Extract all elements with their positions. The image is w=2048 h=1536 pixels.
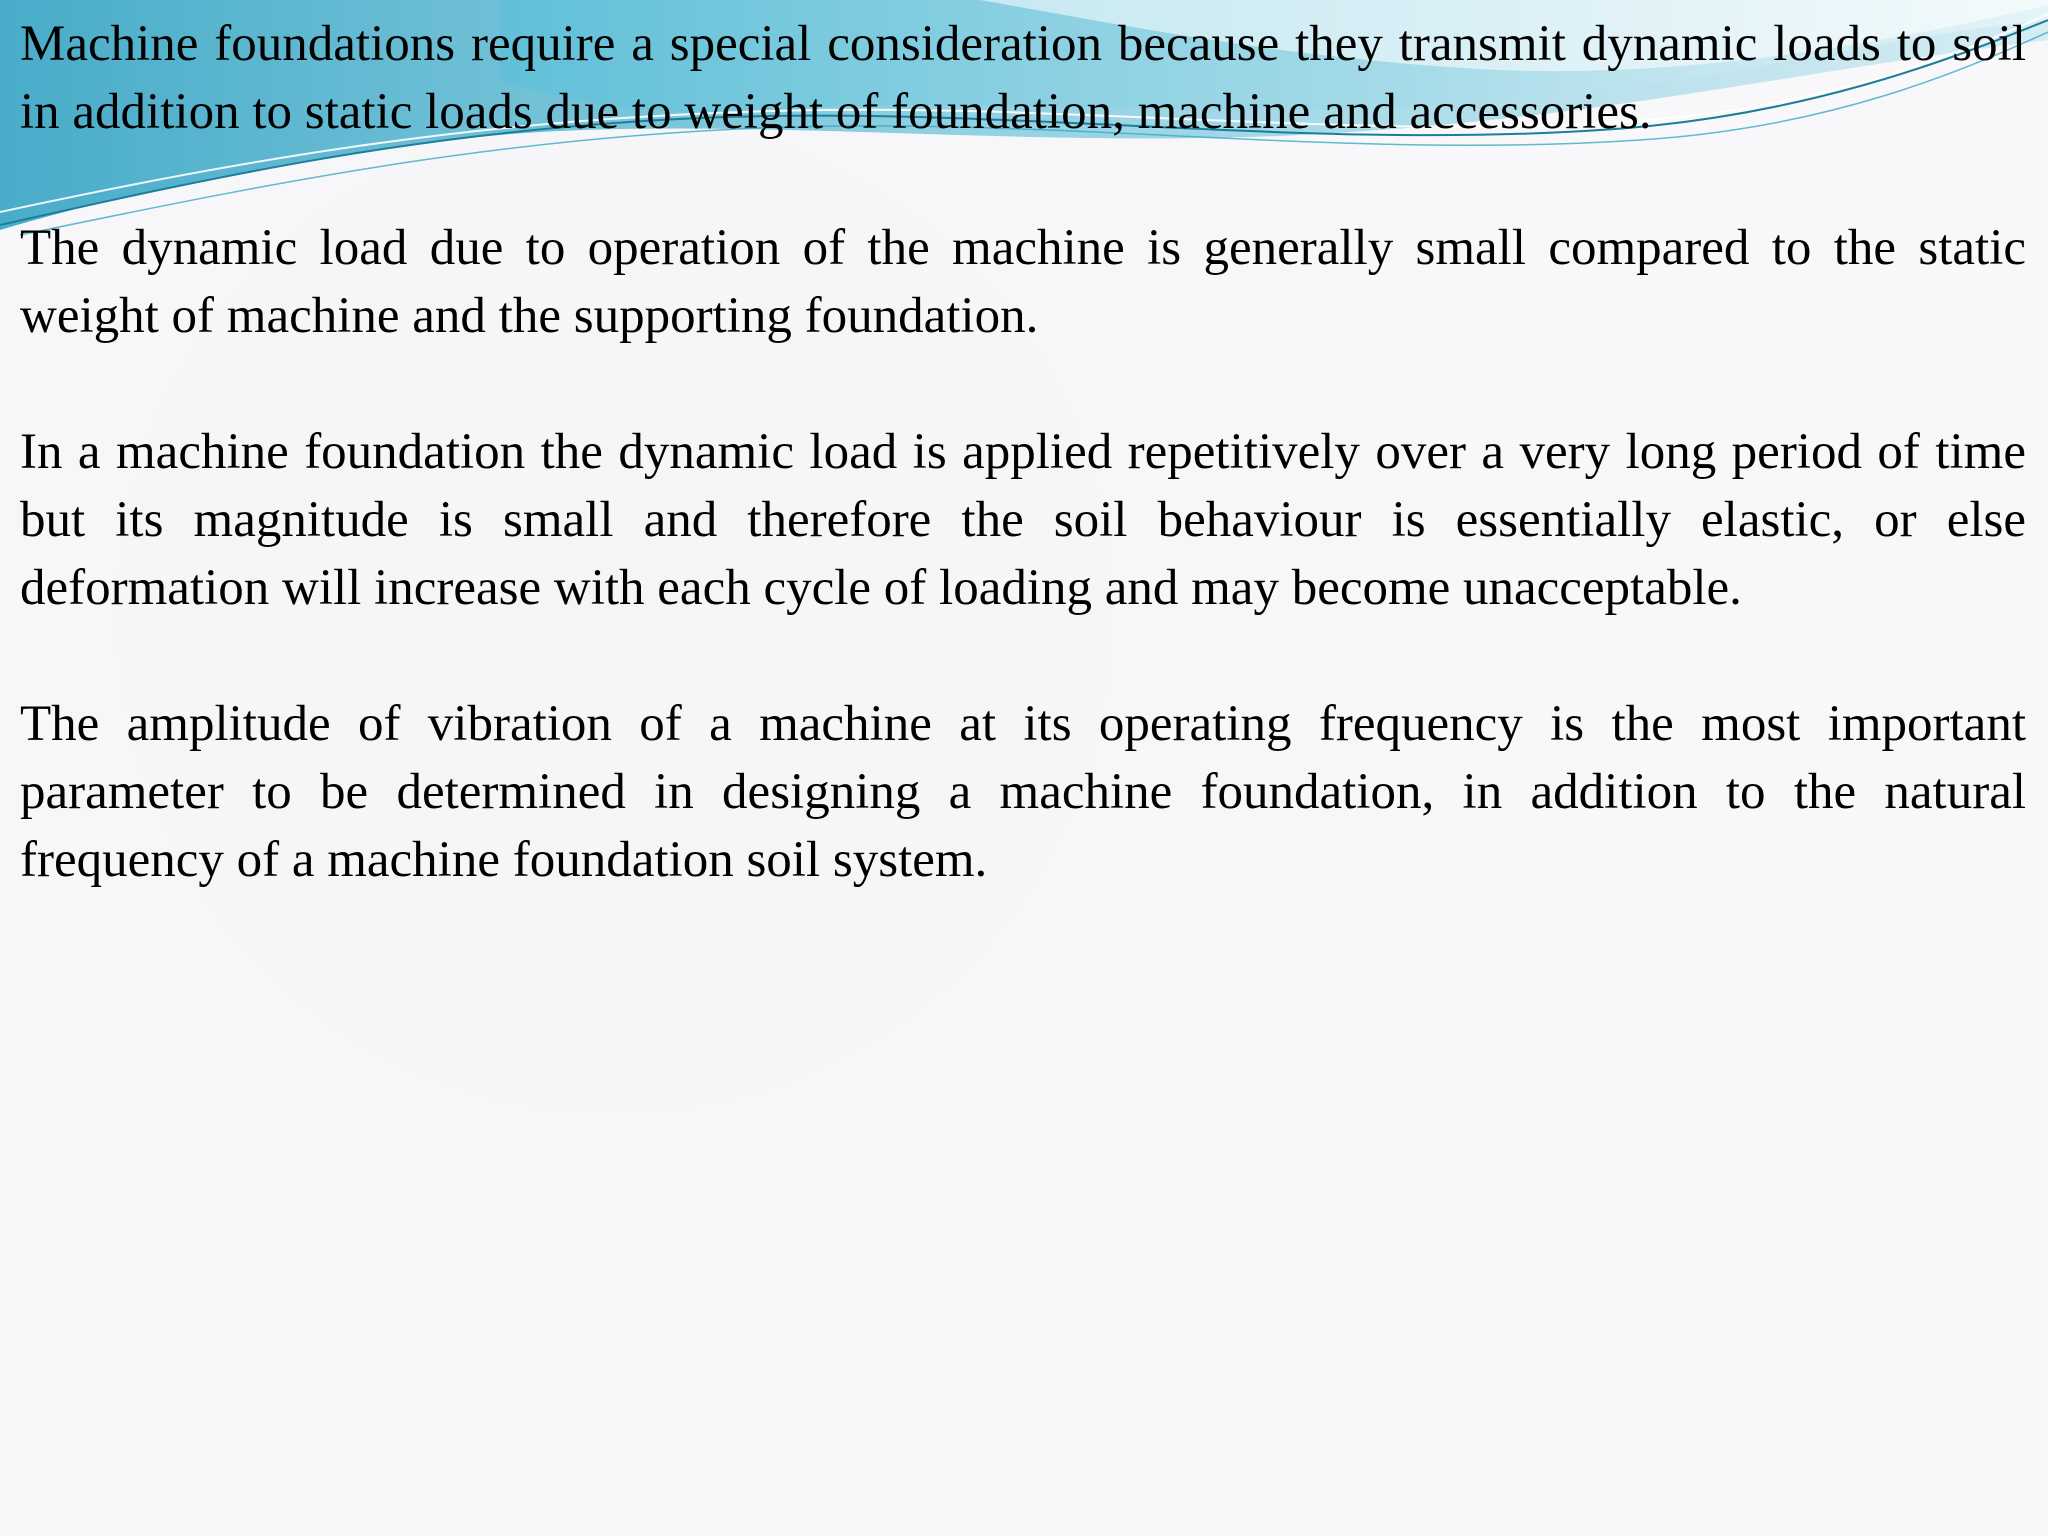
paragraph-dynamic-load: The dynamic load due to operation of the machine is generally small compared to the static weight of machine and the supporting foundation. xyxy=(20,220,2026,344)
paragraph-amplitude-of-vibration xyxy=(20,690,2026,894)
slide-body xyxy=(20,10,2026,894)
paragraph-line: parameter to be determined in designing a machine foundation, in addition to the natural frequency of a machine foundation soil system. xyxy=(20,764,2026,888)
paragraph-repetitive-loading: In a machine foundation the dynamic load is applied repetitively over a very long period of time but its magnitude is small and therefore the soil behaviour is essentially elastic, or else deformation will increase with each cycle of loading and may become unacceptable. xyxy=(20,424,2026,616)
paragraph-machine-foundations: Machine foundations require a special consideration because they transmit dynamic loads to soil in addition to static loads due to weight of foundation, machine and accessories. xyxy=(20,16,2026,140)
paragraph-line: The amplitude of vibration of a machine at its operating frequency is the most important xyxy=(20,696,2026,752)
